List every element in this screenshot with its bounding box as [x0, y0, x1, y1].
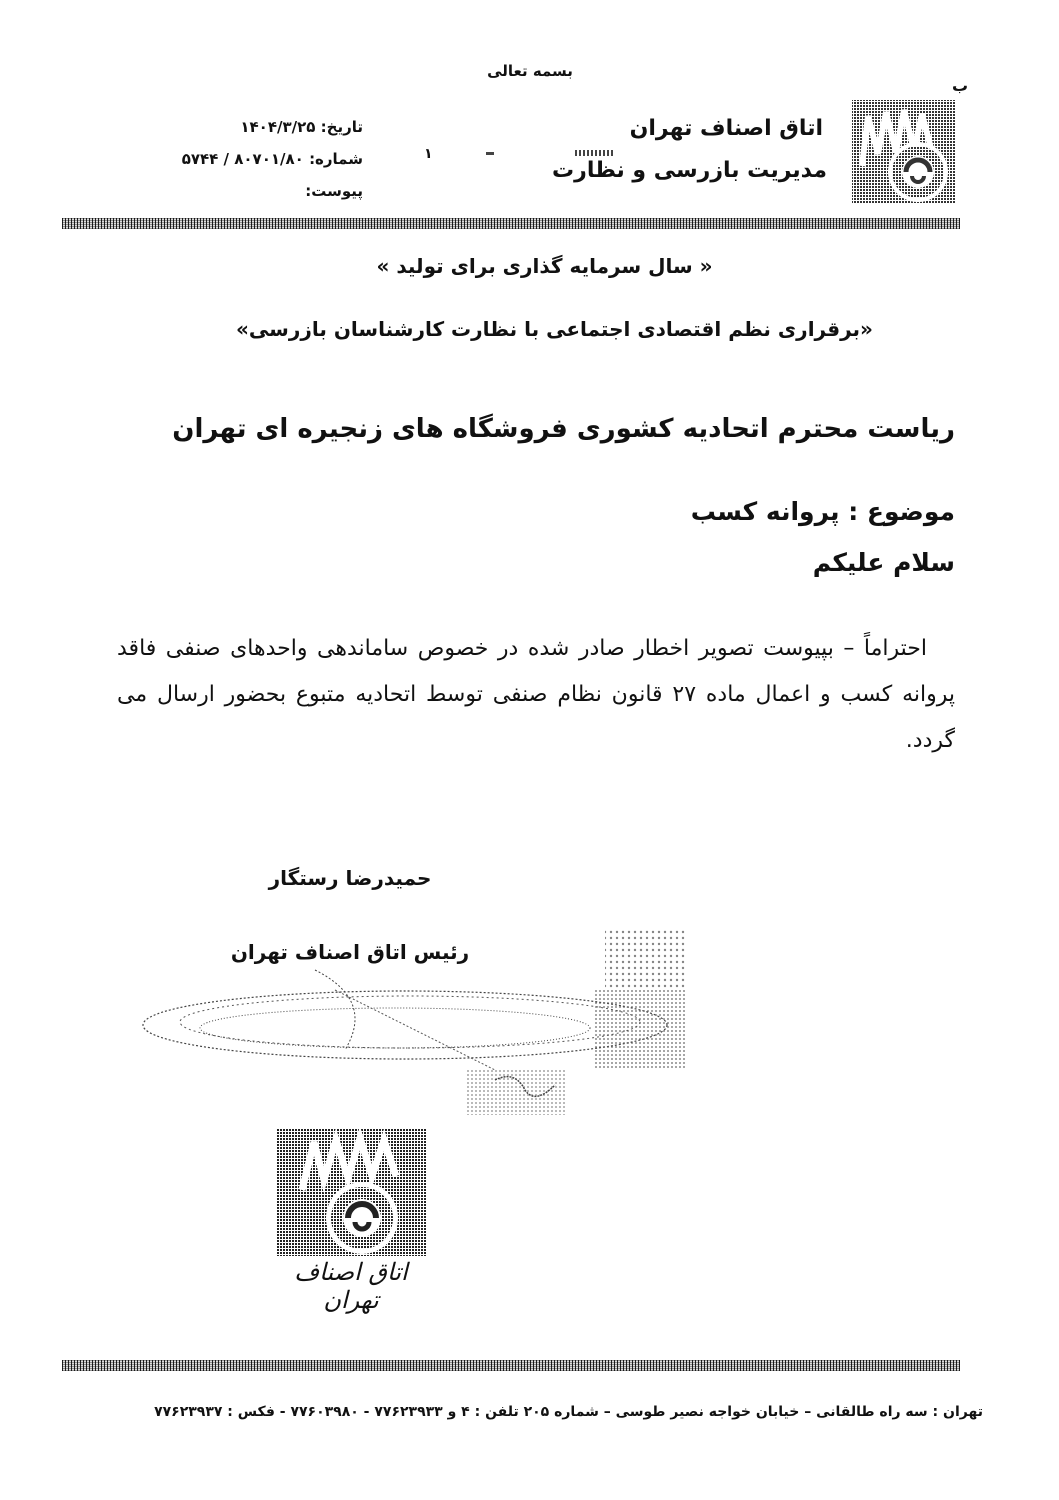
corner-mark: ب: [952, 76, 969, 95]
number-field: [182, 150, 363, 168]
fax-noise: [575, 150, 615, 156]
stamp-caption: اتاق اصناف تهران: [294, 1258, 408, 1314]
letter-body: احتراماً – بپیوست تصویر اخطار صادر شده در خصوص ساماندهی واحدهای صنفی فاقد پروانه کسب و اعمال ماده ۲۷ قانون نظام صنفی توسط اتحادیه متبوع بحضور ارسال می گردد.: [117, 636, 955, 753]
bismillah-heading: بسمه تعالی: [487, 62, 573, 80]
department-name: مدیریت بازرسی و نظارت: [552, 158, 827, 183]
greeting-line: سلام علیکم: [812, 548, 955, 577]
number-label: شماره:: [309, 150, 363, 168]
fax-mark: ۱: [424, 146, 433, 162]
slogan-order: «برقراری نظم اقتصادی اجتماعی با نظارت کارشناسان بازرسی»: [236, 317, 873, 341]
org-logo-icon: [848, 96, 960, 208]
fax-noise-dot: [486, 152, 494, 155]
footer-divider: [62, 1360, 960, 1371]
org-name: اتاق اصناف تهران: [629, 116, 823, 141]
handwritten-signature-icon: [135, 930, 695, 1140]
attachment-field: [305, 182, 363, 200]
date-field: [240, 118, 363, 136]
footer-address: تهران : سه راه طالقانی – خیابان خواجه نصیر طوسی – شماره ۲۰۵ تلفن : ۴ و ۷۷۶۲۳۹۳۳ - ۷۷۶۰۳۹۸۰ - فکس : ۷۷۶۲۳۹۳۷: [154, 1404, 983, 1420]
date-value: ۱۴۰۴/۳/۲۵: [240, 118, 316, 136]
number-value: ۸۰۷۰۱/۸۰ / ۵۷۴۴: [181, 150, 304, 168]
subject-line: موضوع : پروانه کسب: [690, 497, 955, 526]
date-label: تاریخ:: [320, 118, 363, 136]
header-divider: [62, 218, 960, 229]
slogan-year: « سال سرمایه گذاری برای تولید »: [376, 254, 713, 278]
signer-title: رئیس اتاق اصناف تهران: [230, 940, 470, 964]
recipient-line: ریاست محترم اتحادیه کشوری فروشگاه های زنجیره ای تهران: [172, 414, 955, 444]
attachment-label: پیوست:: [305, 182, 363, 200]
signer-name: حمیدرضا رستگار: [268, 866, 432, 890]
